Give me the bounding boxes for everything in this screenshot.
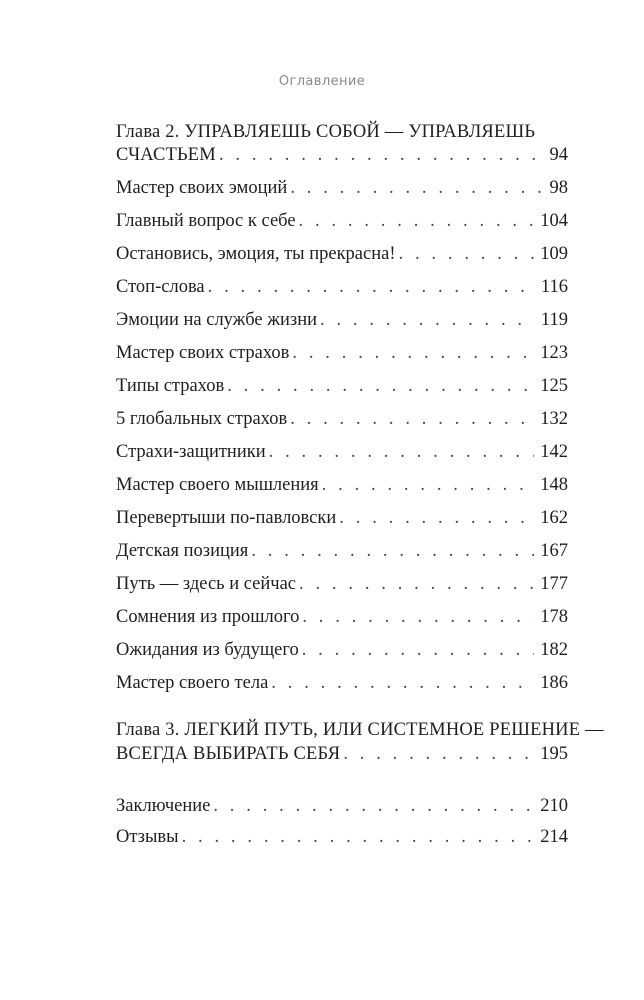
entry-title: Главный вопрос к себе <box>116 211 296 231</box>
toc-entry[interactable] <box>116 742 568 766</box>
chapter-title: Глава 2. УПРАВЛЯЕШЬ СОБОЙ — УПРАВЛЯЕШЬ <box>116 122 536 142</box>
toc-entry[interactable] <box>116 275 568 299</box>
chapter-title-cont: ВСЕГДА ВЫБИРАТЬ СЕБЯ <box>116 744 341 764</box>
dot-leader <box>302 638 535 662</box>
page-number: 195 <box>540 744 568 764</box>
chapter-title-cont: СЧАСТЬЕМ <box>116 145 216 165</box>
toc-entry[interactable] <box>116 539 568 563</box>
page-number: 119 <box>540 310 568 330</box>
entry-title: Эмоции на службе жизни <box>116 310 318 330</box>
dot-leader <box>213 794 534 818</box>
entry-title: Мастер своих страхов <box>116 343 290 363</box>
page-number: 210 <box>540 796 568 816</box>
page-number: 125 <box>540 376 568 396</box>
entry-title: Перевертыши по-павловски <box>116 508 337 528</box>
toc-entry[interactable] <box>116 825 568 849</box>
entry-title: Мастер своих эмоций <box>116 178 288 198</box>
dot-leader <box>322 473 535 497</box>
entry-title: Мастер своего мышления <box>116 475 319 495</box>
dot-leader <box>219 143 544 167</box>
toc-entry[interactable] <box>116 473 568 497</box>
page-number: 109 <box>540 244 568 264</box>
toc-entry[interactable] <box>116 341 568 365</box>
page-number: 123 <box>540 343 568 363</box>
chapter-3-heading <box>116 718 604 742</box>
toc-entry[interactable] <box>116 176 568 200</box>
toc-entry[interactable] <box>116 671 568 695</box>
entry-title: Остановись, эмоция, ты прекрасна! <box>116 244 396 264</box>
entry-title: Сомнения из прошлого <box>116 607 300 627</box>
page-number: 132 <box>540 409 568 429</box>
dot-leader <box>339 506 534 530</box>
page-number: 104 <box>540 211 568 231</box>
dot-leader <box>227 374 534 398</box>
toc-entry[interactable] <box>116 605 568 629</box>
page-number: 162 <box>540 508 568 528</box>
entry-title: 5 глобальных страхов <box>116 409 288 429</box>
dot-leader <box>399 242 535 266</box>
toc-entry[interactable] <box>116 374 568 398</box>
dot-leader <box>271 671 534 695</box>
page-number: 214 <box>540 827 568 847</box>
dot-leader <box>320 308 535 332</box>
dot-leader <box>251 539 534 563</box>
toc-entry[interactable] <box>116 506 568 530</box>
dot-leader <box>299 572 534 596</box>
toc-entry[interactable] <box>116 308 568 332</box>
dot-leader <box>290 407 534 431</box>
toc-entry[interactable] <box>116 638 568 662</box>
dot-leader <box>292 341 534 365</box>
entry-title: Путь — здесь и сейчас <box>116 574 297 594</box>
chapter-title: Глава 3. ЛЕГКИЙ ПУТЬ, ИЛИ СИСТЕМНОЕ РЕШЕНИЕ — <box>116 720 604 740</box>
dot-leader <box>290 176 543 200</box>
entry-title: Ожидания из будущего <box>116 640 299 660</box>
page-number: 182 <box>540 640 568 660</box>
dot-leader <box>343 742 534 766</box>
entry-title: Отзывы <box>116 827 179 847</box>
dot-leader <box>182 825 535 849</box>
dot-leader <box>208 275 535 299</box>
dot-leader <box>299 209 535 233</box>
dot-leader <box>269 440 535 464</box>
toc-entry[interactable] <box>116 794 568 818</box>
dot-leader <box>302 605 534 629</box>
page-number: 94 <box>549 145 568 165</box>
page-number: 178 <box>540 607 568 627</box>
entry-title: Мастер своего тела <box>116 673 269 693</box>
page-header: Оглавление <box>278 74 366 89</box>
toc-entry[interactable] <box>116 209 568 233</box>
toc-entry[interactable] <box>116 407 568 431</box>
entry-title: Детская позиция <box>116 541 249 561</box>
page-number: 186 <box>540 673 568 693</box>
page-number: 167 <box>540 541 568 561</box>
page-number: 142 <box>540 442 568 462</box>
entry-title: Стоп-слова <box>116 277 205 297</box>
page-number: 148 <box>540 475 568 495</box>
page-number: 177 <box>540 574 568 594</box>
page-number: 98 <box>549 178 568 198</box>
page-number: 116 <box>540 277 568 297</box>
entry-title: Типы страхов <box>116 376 225 396</box>
toc-entry[interactable] <box>116 143 568 167</box>
toc-entry[interactable] <box>116 242 568 266</box>
entry-title: Заключение <box>116 796 211 816</box>
toc-entry[interactable] <box>116 440 568 464</box>
chapter-2-heading <box>116 120 568 144</box>
entry-title: Страхи-защитники <box>116 442 266 462</box>
toc-entry[interactable] <box>116 572 568 596</box>
